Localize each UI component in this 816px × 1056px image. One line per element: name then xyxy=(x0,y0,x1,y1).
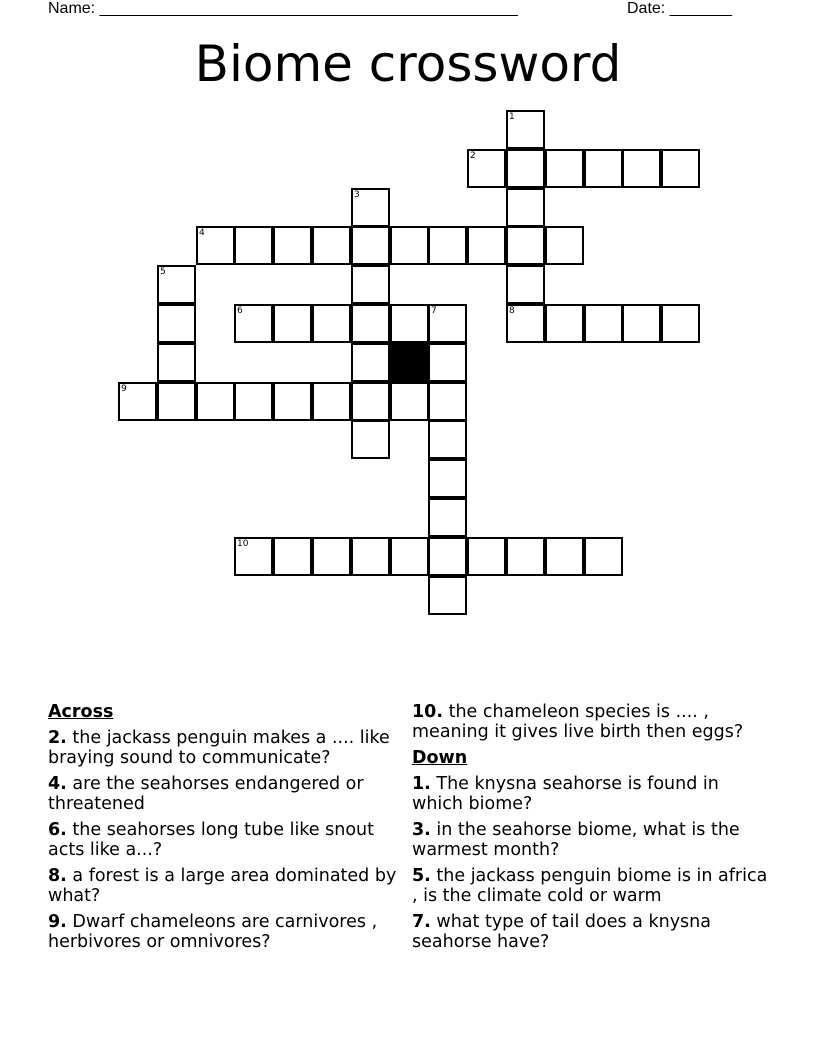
grid-cell[interactable] xyxy=(234,382,273,421)
grid-cell[interactable] xyxy=(351,382,390,421)
grid-cell[interactable] xyxy=(196,226,235,265)
grid-cell[interactable] xyxy=(428,459,467,498)
clue-number-label: 9 xyxy=(121,384,127,394)
grid-cell[interactable] xyxy=(428,498,467,537)
clue-number-label: 6 xyxy=(237,306,243,316)
clue-number: 8. xyxy=(48,866,67,886)
grid-cell[interactable] xyxy=(118,382,157,421)
grid-cell[interactable] xyxy=(428,420,467,459)
clue-text: the jackass penguin makes a .... like braying sound to communicate? xyxy=(48,728,390,768)
down-clue-5 xyxy=(412,866,772,906)
down-clue-7 xyxy=(412,912,772,952)
clue-number: 3. xyxy=(412,820,431,840)
grid-cell[interactable] xyxy=(545,537,584,576)
grid-cell[interactable] xyxy=(273,382,312,421)
clue-text: Dwarf chameleons are carnivores , herbivores or omnivores? xyxy=(48,912,378,952)
grid-cell[interactable] xyxy=(467,226,506,265)
clue-text: are the seahorses endangered or threatened xyxy=(48,774,364,814)
grid-cell[interactable] xyxy=(351,265,390,304)
grid-cell[interactable] xyxy=(351,304,390,343)
across-clue-9 xyxy=(48,912,410,952)
clue-text: The knysna seahorse is found in which biome? xyxy=(412,774,719,814)
grid-cell[interactable] xyxy=(506,304,545,343)
grid-cell[interactable] xyxy=(157,382,196,421)
clue-number: 5. xyxy=(412,866,431,886)
grid-cell[interactable] xyxy=(545,226,584,265)
clue-number-label: 1 xyxy=(509,112,515,122)
grid-cell[interactable] xyxy=(312,304,351,343)
clue-number-label: 3 xyxy=(354,190,360,200)
grid-cell[interactable] xyxy=(467,149,506,188)
clue-number: 1. xyxy=(412,774,431,794)
grid-cell[interactable] xyxy=(390,537,429,576)
grid-cell[interactable] xyxy=(661,149,700,188)
grid-cell[interactable] xyxy=(157,343,196,382)
grid-cell[interactable] xyxy=(506,149,545,188)
grid-cell[interactable] xyxy=(390,226,429,265)
clue-number: 7. xyxy=(412,912,431,932)
grid-cell[interactable] xyxy=(351,226,390,265)
name-line: Name: _______________________________________________ xyxy=(48,0,518,17)
clue-number-label: 4 xyxy=(199,228,205,238)
grid-cell[interactable] xyxy=(584,537,623,576)
grid-cell[interactable] xyxy=(273,537,312,576)
grid-cell[interactable] xyxy=(428,576,467,615)
grid-cell[interactable] xyxy=(312,382,351,421)
grid-cell[interactable] xyxy=(428,304,467,343)
grid-cell[interactable] xyxy=(351,420,390,459)
black-cell xyxy=(390,343,429,382)
across-clue-2 xyxy=(48,728,410,768)
grid-cell[interactable] xyxy=(157,265,196,304)
grid-cell[interactable] xyxy=(506,226,545,265)
grid-cell[interactable] xyxy=(196,382,235,421)
clue-text: the seahorses long tube like snout acts like a...? xyxy=(48,820,375,860)
clue-number: 2. xyxy=(48,728,67,748)
grid-cell[interactable] xyxy=(467,537,506,576)
grid-cell[interactable] xyxy=(506,537,545,576)
down-clue-1 xyxy=(412,774,772,814)
clue-text: in the seahorse biome, what is the warmest month? xyxy=(412,820,740,860)
grid-cell[interactable] xyxy=(351,188,390,227)
grid-cell[interactable] xyxy=(351,343,390,382)
grid-cell[interactable] xyxy=(312,537,351,576)
clue-number-label: 2 xyxy=(470,151,476,161)
grid-cell[interactable] xyxy=(428,343,467,382)
grid-cell[interactable] xyxy=(390,304,429,343)
grid-cell[interactable] xyxy=(273,304,312,343)
grid-cell[interactable] xyxy=(234,226,273,265)
grid-cell[interactable] xyxy=(622,304,661,343)
grid-cell[interactable] xyxy=(234,537,273,576)
clue-number-label: 10 xyxy=(237,539,249,549)
grid-cell[interactable] xyxy=(312,226,351,265)
clue-number-label: 7 xyxy=(431,306,437,316)
across-heading: Across xyxy=(48,702,114,722)
page-title: Biome crossword xyxy=(194,35,622,93)
grid-cell[interactable] xyxy=(584,149,623,188)
clue-text: a forest is a large area dominated by what? xyxy=(48,866,397,906)
clue-number: 10. xyxy=(412,702,444,722)
clue-number-label: 8 xyxy=(509,306,515,316)
grid-cell[interactable] xyxy=(428,382,467,421)
grid-cell[interactable] xyxy=(545,304,584,343)
across-clue-4 xyxy=(48,774,410,814)
down-heading: Down xyxy=(412,748,468,768)
grid-cell[interactable] xyxy=(506,265,545,304)
grid-cell[interactable] xyxy=(428,537,467,576)
grid-cell[interactable] xyxy=(584,304,623,343)
grid-cell[interactable] xyxy=(273,226,312,265)
date-line: Date: _______ xyxy=(627,0,732,17)
grid-cell[interactable] xyxy=(506,188,545,227)
clue-column-right xyxy=(412,702,772,958)
clue-number-label: 5 xyxy=(160,267,166,277)
clue-text: the jackass penguin biome is in africa , is the climate cold or warm xyxy=(412,866,768,906)
clue-number: 6. xyxy=(48,820,67,840)
grid-cell[interactable] xyxy=(622,149,661,188)
across-clue-10 xyxy=(412,702,772,742)
clue-text: the chameleon species is .... , meaning it gives live birth then eggs? xyxy=(412,702,744,742)
clue-number: 9. xyxy=(48,912,67,932)
across-clue-6 xyxy=(48,820,410,860)
grid-cell[interactable] xyxy=(157,304,196,343)
grid-cell[interactable] xyxy=(390,382,429,421)
grid-cell[interactable] xyxy=(506,110,545,149)
grid-cell[interactable] xyxy=(351,537,390,576)
clue-number: 4. xyxy=(48,774,67,794)
clue-column-left xyxy=(48,702,410,958)
grid-cell[interactable] xyxy=(545,149,584,188)
grid-cell[interactable] xyxy=(428,226,467,265)
clue-text: what type of tail does a knysna seahorse have? xyxy=(412,912,711,952)
down-clue-3 xyxy=(412,820,772,860)
across-clue-8 xyxy=(48,866,410,906)
grid-cell[interactable] xyxy=(661,304,700,343)
grid-cell[interactable] xyxy=(234,304,273,343)
